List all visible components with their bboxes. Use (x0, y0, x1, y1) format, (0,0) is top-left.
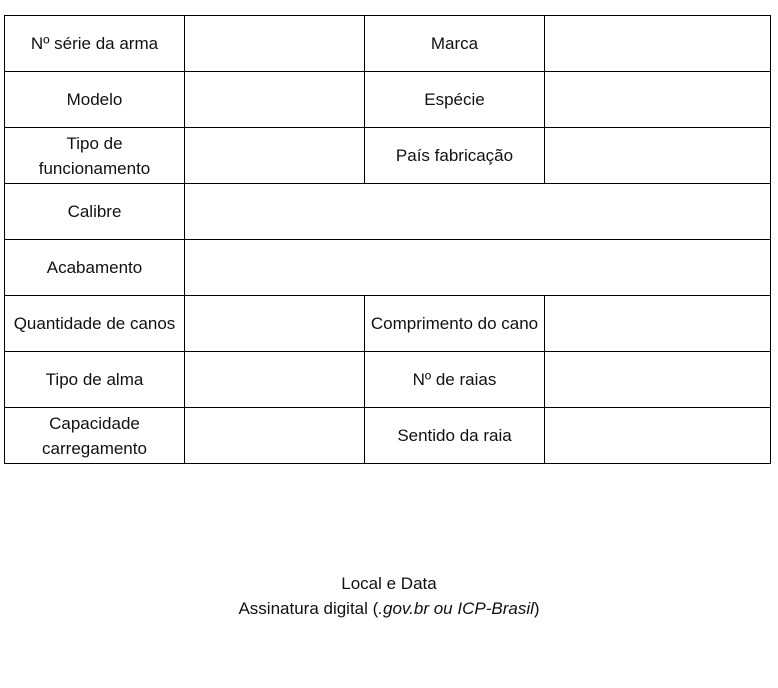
signature-providers: .gov.br ou ICP-Brasil (378, 599, 534, 618)
value-serial-number[interactable] (185, 16, 365, 72)
value-model[interactable] (185, 72, 365, 128)
table-row-capacity (5, 408, 771, 464)
value-caliber[interactable] (185, 184, 771, 240)
value-species[interactable] (545, 72, 771, 128)
value-finish[interactable] (185, 240, 771, 296)
label-barrel-length: Comprimento do cano (365, 296, 545, 352)
digital-signature-line (0, 596, 778, 621)
table-row-barrels (5, 296, 771, 352)
label-groove-count: Nº de raias (365, 352, 545, 408)
value-barrel-length[interactable] (545, 296, 771, 352)
value-operation-type[interactable] (185, 128, 365, 184)
value-country[interactable] (545, 128, 771, 184)
local-date-line: Local e Data (341, 574, 437, 593)
label-brand: Marca (365, 16, 545, 72)
label-bore-type: Tipo de alma (5, 352, 185, 408)
value-twist-direction[interactable] (545, 408, 771, 464)
table-row-caliber (5, 184, 771, 240)
label-barrel-count: Quantidade de canos (5, 296, 185, 352)
label-species: Espécie (365, 72, 545, 128)
value-bore-type[interactable] (185, 352, 365, 408)
label-country: País fabricação (365, 128, 545, 184)
label-operation-type: Tipo de funcionamento (5, 128, 185, 184)
value-barrel-count[interactable] (185, 296, 365, 352)
label-capacity: Capacidade carregamento (5, 408, 185, 464)
signature-prefix: Assinatura digital ( (238, 599, 379, 618)
signature-block (0, 571, 778, 621)
table-row-model (5, 72, 771, 128)
value-groove-count[interactable] (545, 352, 771, 408)
label-twist-direction: Sentido da raia (365, 408, 545, 464)
label-model: Modelo (5, 72, 185, 128)
signature-suffix: ) (533, 599, 540, 618)
weapon-data-table (4, 15, 771, 464)
table-row-serial (5, 16, 771, 72)
value-brand[interactable] (545, 16, 771, 72)
label-finish: Acabamento (5, 240, 185, 296)
table-row-operation (5, 128, 771, 184)
table-row-finish (5, 240, 771, 296)
value-capacity[interactable] (185, 408, 365, 464)
label-serial-number: Nº série da arma (5, 16, 185, 72)
label-caliber: Calibre (5, 184, 185, 240)
table-row-bore (5, 352, 771, 408)
